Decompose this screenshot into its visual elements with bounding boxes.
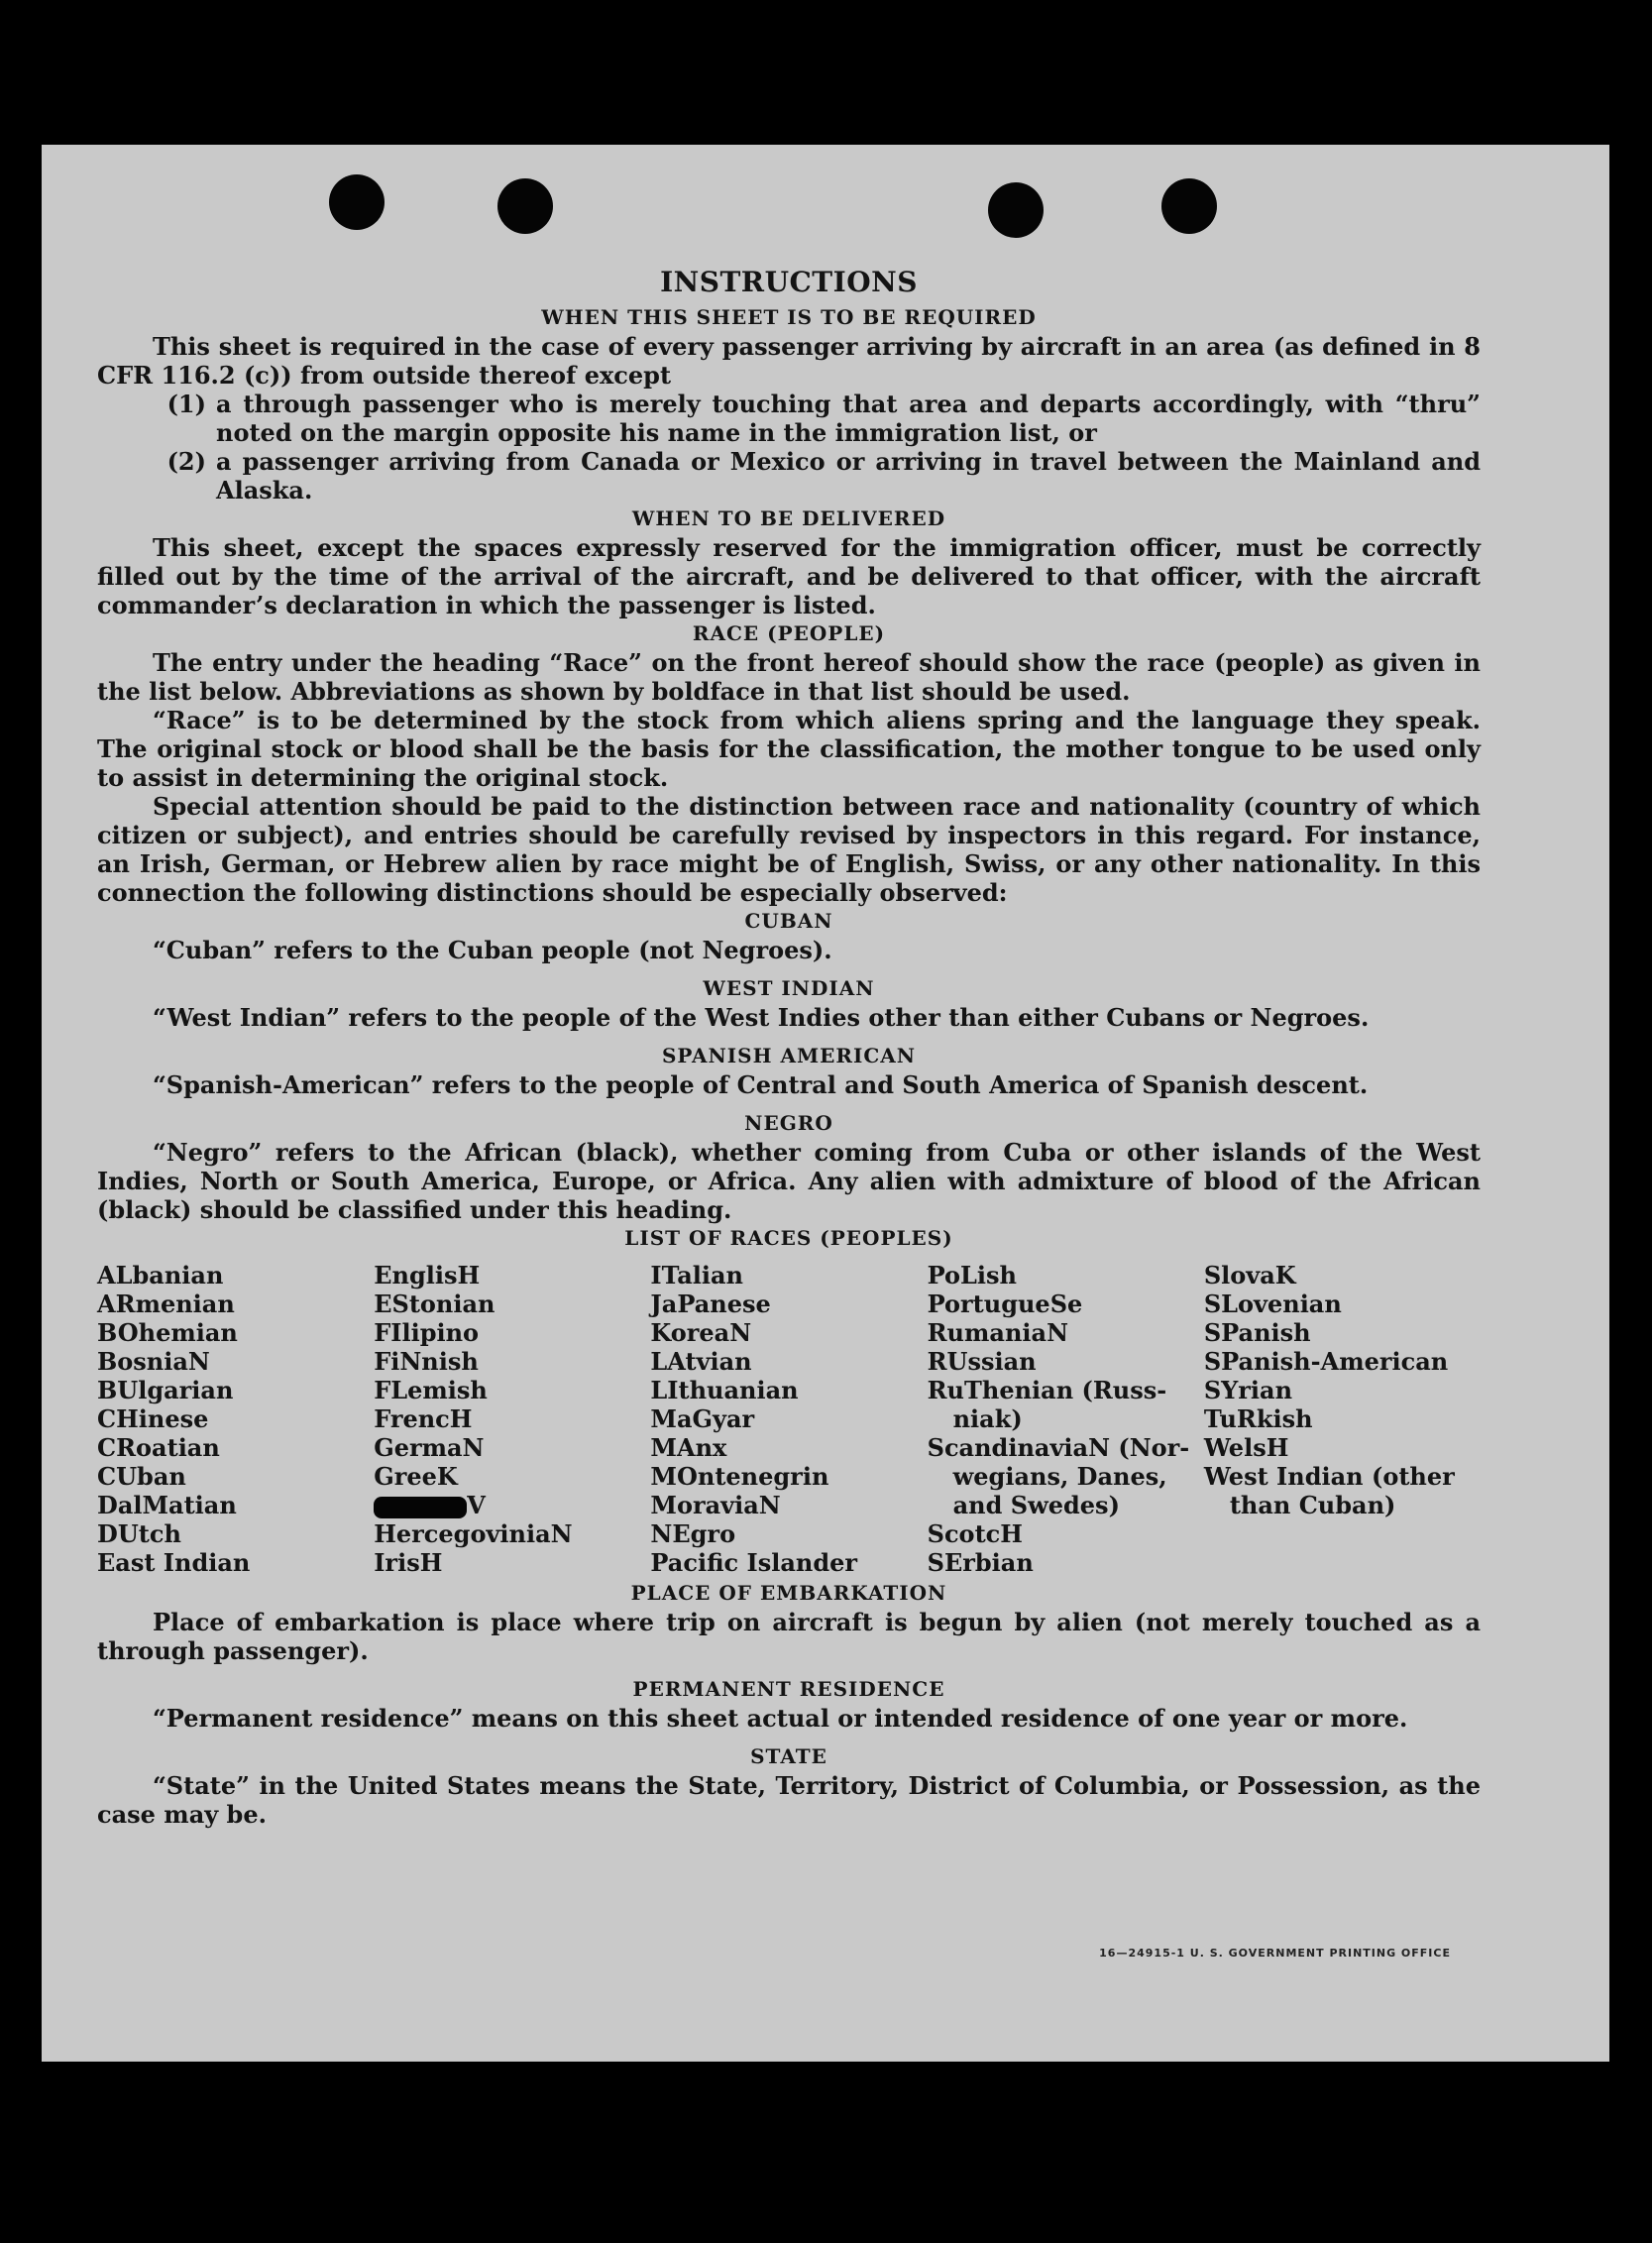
section-heading-state: STATE [750, 1744, 827, 1768]
state-text: “State” in the United States means the State, Territory, District of Columbia, or Possession, as the case may be. [97, 1771, 1481, 1829]
race-entry: ITalian [650, 1261, 743, 1290]
race-entry: DUtch [97, 1519, 181, 1548]
residence-text: “Permanent residence” means on this sheet actual or intended residence of one year or more. [153, 1704, 1408, 1733]
race-entry: ScandinaviaN (Nor- [927, 1433, 1190, 1462]
page-title: INSTRUCTIONS [660, 266, 918, 298]
embarkation-text: Place of embarkation is place where trip on aircraft is begun by alien (not merely touched as a through passenger). [97, 1608, 1481, 1665]
race-entry: CRoatian [97, 1433, 220, 1462]
instructions-content [97, 266, 1481, 1829]
punch-hole-icon [497, 178, 553, 234]
race-entry: EStonian [374, 1290, 496, 1318]
race-entry-fragment: V [467, 1491, 486, 1519]
section-heading-race: RACE (PEOPLE) [692, 621, 886, 645]
section-heading-delivered: WHEN TO BE DELIVERED [631, 506, 946, 530]
document-sheet [42, 145, 1609, 2062]
race-column [374, 1261, 650, 1577]
negro-text: “Negro” refers to the African (black), whether coming from Cuba or other islands of the West Indies, North or South America, Europe, or Africa. Any alien with admixture of blood of the African (black) should be classified under this heading. [97, 1138, 1481, 1224]
punch-hole-icon [329, 174, 385, 230]
race-entry: SPanish [1203, 1318, 1311, 1347]
race-entry: GreeK [374, 1462, 458, 1491]
cuban-text: “Cuban” refers to the Cuban people (not Negroes). [153, 936, 832, 964]
race-entry: West Indian (other [1203, 1462, 1455, 1491]
race-column [97, 1261, 374, 1577]
race-entry: TuRkish [1203, 1404, 1313, 1433]
race-entry: BOhemian [97, 1318, 238, 1347]
race-entry: SErbian [927, 1548, 1034, 1577]
item-number: (1) [166, 390, 206, 418]
printing-office-code: 16—24915-1 U. S. GOVERNMENT PRINTING OFFICE [1099, 1947, 1451, 1960]
race-entry: WelsH [1203, 1433, 1289, 1462]
race-entry: RumaniaN [927, 1318, 1069, 1347]
race-entry: SYrian [1203, 1376, 1293, 1404]
required-intro: This sheet is required in the case of every passenger arriving by aircraft in an area (as defined in 8 CFR 116.2 (c)) from outside thereof except [97, 332, 1481, 390]
section-heading-spanish-american: SPANISH AMERICAN [661, 1044, 917, 1067]
race-entry: ARmenian [97, 1290, 235, 1318]
item-number: (2) [166, 447, 206, 476]
race-entry: HercegoviniaN [374, 1519, 573, 1548]
race-entry: NEgro [650, 1519, 736, 1548]
race-entry: East Indian [97, 1548, 251, 1577]
race-entry: CUban [97, 1462, 186, 1491]
redaction-mark [374, 1497, 467, 1518]
race-column [1204, 1261, 1481, 1577]
item-text: a through passenger who is merely touching that area and departs accordingly, with “thru” noted on the margin opposite his name in the immigration list, or [216, 390, 1481, 447]
section-heading-embarkation: PLACE OF EMBARKATION [630, 1581, 947, 1605]
race-entry: EnglisH [374, 1261, 481, 1290]
race-entry: GermaN [374, 1433, 485, 1462]
race-column [928, 1261, 1204, 1577]
section-heading-required: WHEN THIS SHEET IS TO BE REQUIRED [541, 305, 1037, 329]
race-entry-continuation: niak) [952, 1404, 1023, 1433]
race-paragraph: The entry under the heading “Race” on the front hereof should show the race (people) as given in the list below. Abbreviations as shown by boldface in that list should be used. [97, 648, 1481, 706]
race-entry: FiNnish [374, 1347, 479, 1376]
race-entry: BosniaN [97, 1347, 210, 1376]
race-column [650, 1261, 927, 1577]
race-entry-redacted [374, 1491, 650, 1519]
section-heading-west-indian: WEST INDIAN [703, 976, 875, 1000]
race-entry-continuation: and Swedes) [952, 1491, 1120, 1519]
race-entry: MaGyar [650, 1404, 755, 1433]
race-entry: JaPanese [650, 1290, 771, 1318]
race-entry: FLemish [374, 1376, 488, 1404]
delivered-text: This sheet, except the spaces expressly reserved for the immigration officer, must be correctly filled out by the time of the arrival of the aircraft, and be delivered to that officer, with the aircraft commander’s declaration in which the passenger is listed. [97, 533, 1481, 619]
race-entry: BUlgarian [97, 1376, 234, 1404]
race-list [97, 1261, 1481, 1577]
race-entry: ALbanian [97, 1261, 224, 1290]
section-heading-residence: PERMANENT RESIDENCE [632, 1677, 945, 1701]
race-entry: DalMatian [97, 1491, 237, 1519]
section-heading-race-list: LIST OF RACES (PEOPLES) [624, 1226, 953, 1250]
race-entry: CHinese [97, 1404, 209, 1433]
race-entry: PortugueSe [927, 1290, 1083, 1318]
item-text: a passenger arriving from Canada or Mexico or arriving in travel between the Mainland and Alaska. [216, 447, 1481, 505]
race-entry: RuThenian (Russ- [927, 1376, 1167, 1404]
punch-hole-icon [988, 182, 1044, 238]
race-entry: ScotcH [927, 1519, 1023, 1548]
race-entry: Pacific Islander [650, 1548, 858, 1577]
race-entry: MAnx [650, 1433, 727, 1462]
race-entry: RUssian [927, 1347, 1037, 1376]
punch-hole-icon [1161, 178, 1217, 234]
section-heading-cuban: CUBAN [744, 909, 833, 933]
race-paragraph: Special attention should be paid to the distinction between race and nationality (country of which citizen or subject), and entries should be carefully revised by inspectors in this regard. For instance, an Irish, German, or Hebrew alien by race might be of English, Swiss, or any other nationality. In this connection the following distinctions should be especially observed: [97, 792, 1481, 907]
race-entry: KoreaN [650, 1318, 752, 1347]
race-entry: SPanish-American [1203, 1347, 1449, 1376]
required-item [97, 390, 1481, 447]
required-item [97, 447, 1481, 505]
race-entry: SLovenian [1203, 1290, 1342, 1318]
race-entry: PoLish [927, 1261, 1017, 1290]
west-indian-text: “West Indian” refers to the people of the West Indies other than either Cubans or Negroes. [153, 1003, 1370, 1032]
race-entry: SlovaK [1203, 1261, 1296, 1290]
race-entry: FIlipino [374, 1318, 480, 1347]
spanish-american-text: “Spanish-American” refers to the people of Central and South America of Spanish descent. [153, 1070, 1369, 1099]
section-heading-negro: NEGRO [744, 1111, 833, 1135]
race-entry-continuation: wegians, Danes, [952, 1462, 1167, 1491]
race-paragraph: “Race” is to be determined by the stock from which aliens spring and the language they speak. The original stock or blood shall be the basis for the classification, the mother tongue to be used only to assist in determining the original stock. [97, 706, 1481, 792]
race-entry: LIthuanian [650, 1376, 799, 1404]
race-entry: LAtvian [650, 1347, 752, 1376]
race-entry-continuation: than Cuban) [1229, 1491, 1396, 1519]
race-entry: MOntenegrin [650, 1462, 829, 1491]
race-entry: IrisH [374, 1548, 443, 1577]
race-entry: MoraviaN [650, 1491, 781, 1519]
race-entry: FrencH [374, 1404, 473, 1433]
